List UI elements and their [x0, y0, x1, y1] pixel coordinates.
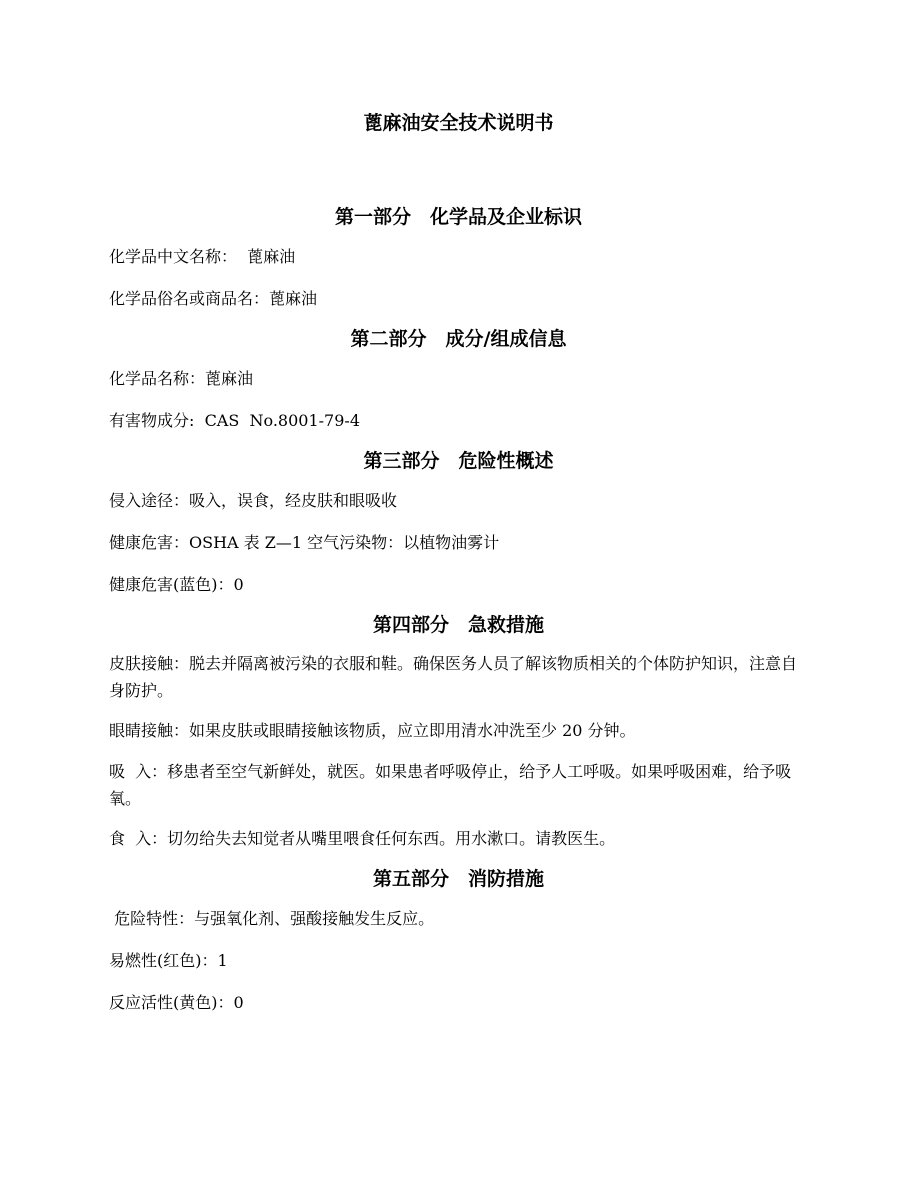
section-composition: [109, 324, 808, 436]
hazard-property-line: 危险特性：与强氧化剂、强酸接触发生反应。: [109, 909, 435, 928]
flammability-rating-line: 易燃性(红色)：1: [109, 951, 228, 970]
common-name-line: 化学品俗名或商品名：蓖麻油: [109, 289, 318, 308]
section-heading: 第二部分 成分/组成信息: [350, 328, 567, 350]
section-fire-fighting: [109, 864, 808, 1018]
health-hazard-rating-line: 健康危害(蓝色)：0: [109, 575, 244, 594]
hazardous-component-line: 有害物成分: CAS No.8001-79-4: [109, 411, 361, 430]
reactivity-rating-line: 反应活性(黄色)：0: [109, 993, 244, 1012]
ingestion-line: 食 入：切勿给失去知觉者从嘴里喂食任何东西。用水漱口。请教医生。: [109, 829, 616, 848]
skin-contact-line: 皮肤接触：脱去并隔离被污染的衣服和鞋。确保医务人员了解该物质相关的个体防护知识，注意自身防护。: [109, 654, 798, 700]
chinese-name-line: 化学品中文名称： 蓖麻油: [109, 247, 296, 266]
section-heading: 第五部分 消防措施: [372, 868, 544, 890]
section-first-aid: [109, 610, 808, 854]
section-heading: 第四部分 急救措施: [372, 614, 544, 636]
health-hazard-line: 健康危害：OSHA 表 Z—1 空气污染物：以植物油雾计: [109, 533, 500, 552]
eye-contact-line: 眼睛接触：如果皮肤或眼睛接触该物质，应立即用清水冲洗至少 20 分钟。: [109, 721, 636, 740]
section-heading: 第一部分 化学品及企业标识: [334, 206, 582, 228]
section-identification: [109, 202, 808, 314]
section-heading: 第三部分 危险性概述: [363, 450, 554, 472]
chemical-name-line: 化学品名称：蓖麻油: [109, 369, 254, 388]
exposure-route-line: 侵入途径：吸入，误食，经皮肤和眼吸收: [109, 491, 398, 510]
section-hazard-overview: [109, 446, 808, 600]
document-title: 蓖麻油安全技术说明书: [363, 112, 554, 134]
inhalation-line: 吸 入：移患者至空气新鲜处，就医。如果患者呼吸停止，给予人工呼吸。如果呼吸困难，给予吸氧。: [109, 762, 792, 808]
